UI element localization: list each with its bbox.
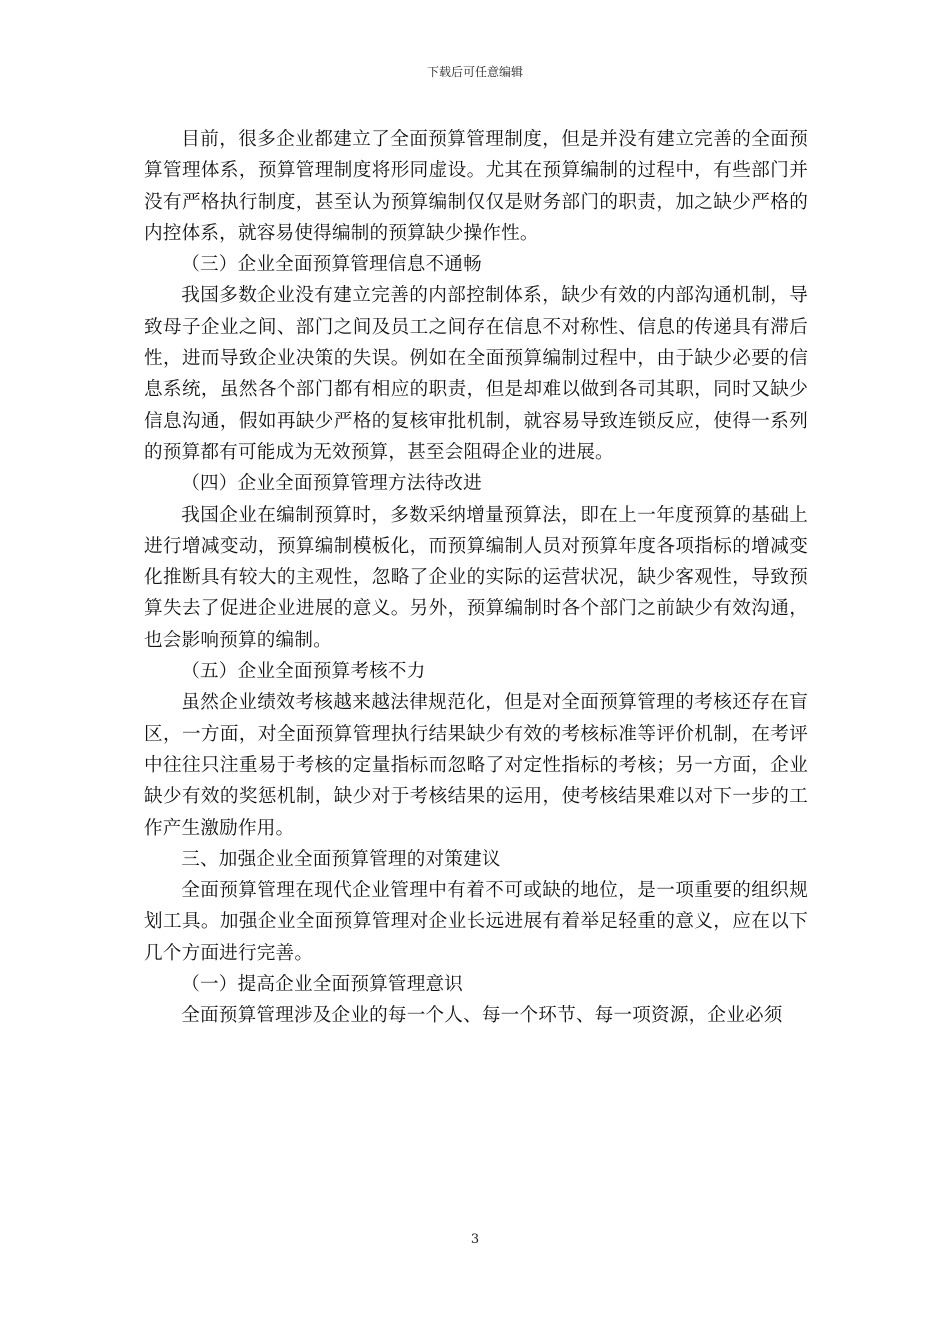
paragraph-suggestions-intro: 全面预算管理在现代企业管理中有着不可或缺的地位，是一项重要的组织规划工具。加强企业全面预算管理对企业长远进展有着举足轻重的意义，应在以下几个方面进行完善。 [144, 880, 808, 964]
paragraph-budget-system: 目前，很多企业都建立了全面预算管理制度，但是并没有建立完善的全面预算管理体系，预算管理制度将形同虚设。尤其在预算编制的过程中，有些部门并没有严格执行制度，甚至认为预算编制仅仅是财务部门的职责，加之缺少严格的内控体系，就容易使得编制的预算缺少操作性。 [144, 129, 808, 244]
paragraph-awareness: 全面预算管理涉及企业的每一个人、每一个环节、每一项资源，企业必须 [181, 1005, 783, 1027]
page-number: 3 [470, 1232, 480, 1247]
section-heading-information: （三）企业全面预算管理信息不通畅 [181, 254, 482, 276]
page-header: 下载后可任意编辑 [426, 65, 523, 79]
paragraph-information: 我国多数企业没有建立完善的内部控制体系，缺少有效的内部沟通机制，导致母子企业之间、部门之间及员工之间存在信息不对称性、信息的传递具有滞后性，进而导致企业决策的失误。例如在全面预算编制过程中，由于缺少必要的信息系统，虽然各个部门都有相应的职责，但是却难以做到各司其职，同时又缺少信息沟通，假如再缺少严格的复核审批机制，就容易导致连锁反应，使得一系列的预算都有可能成为无效预算，甚至会阻碍企业的进展。 [144, 285, 808, 463]
chapter-heading-suggestions: 三、加强企业全面预算管理的对策建议 [181, 848, 501, 870]
document-body [144, 124, 808, 1032]
section-heading-methods: （四）企业全面预算管理方法待改进 [181, 473, 482, 495]
paragraph-methods: 我国企业在编制预算时，多数采纳增量预算法，即在上一年度预算的基础上进行增减变动，预算编制模板化，而预算编制人员对预算年度各项指标的增减变化推断具有较大的主观性，忽略了企业的实际的运营状况，缺少客观性，导致预算失去了促进企业进展的意义。另外，预算编制时各个部门之前缺少有效沟通，也会影响预算的编制。 [144, 504, 808, 651]
section-heading-awareness: （一）提高企业全面预算管理意识 [181, 974, 464, 996]
paragraph-assessment: 虽然企业绩效考核越来越法律规范化，但是对全面预算管理的考核还存在盲区，一方面，对全面预算管理执行结果缺少有效的考核标准等评价机制，在考评中往往只注重易于考核的定量指标而忽略了对定性指标的考核；另一方面，企业缺少有效的奖惩机制，缺少对于考核结果的运用，使考核结果难以对下一步的工作产生激励作用。 [144, 692, 808, 839]
section-heading-assessment: （五）企业全面预算考核不力 [181, 661, 426, 683]
